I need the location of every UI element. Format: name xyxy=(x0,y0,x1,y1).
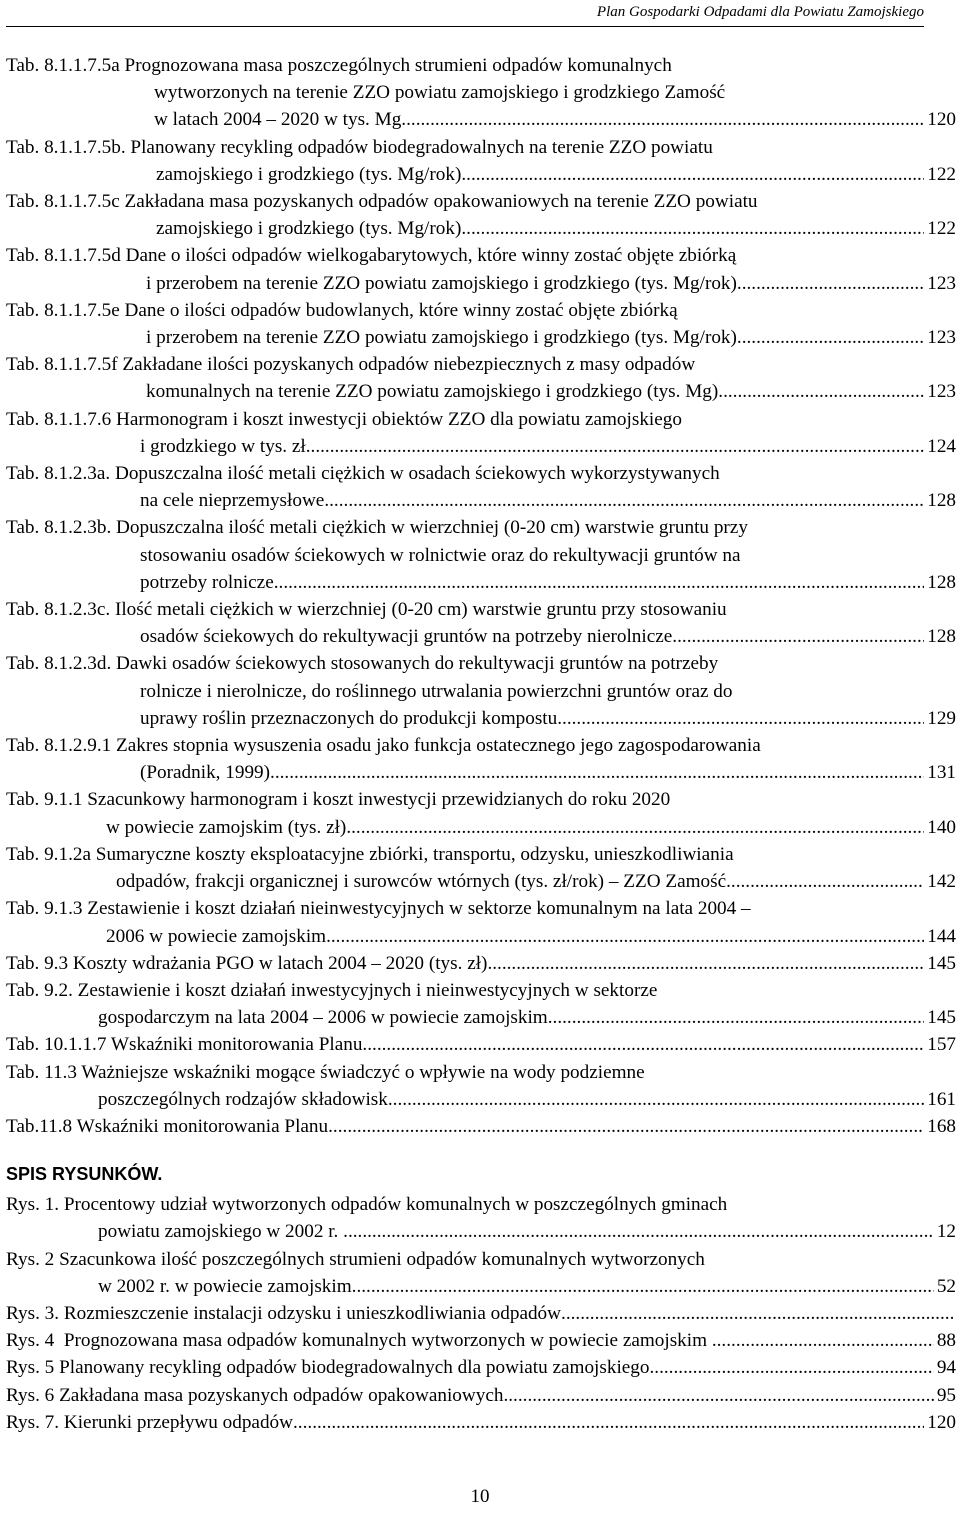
entry-text: zamojskiego i grodzkiego (tys. Mg/rok) xyxy=(156,163,462,185)
page-ref: 128 xyxy=(927,571,956,593)
toc-figure-entry[interactable] xyxy=(6,1246,956,1300)
page-ref: 128 xyxy=(927,626,956,648)
entry-text: i przerobem na terenie ZZO powiatu zamojskiego i grodzkiego (tys. Mg/rok) xyxy=(146,327,737,349)
entry-text: na cele nieprzemysłowe xyxy=(140,490,325,512)
entry-text: Tab. 8.1.1.7.6 Harmonogram i koszt inwestycji obiektów ZZO dla powiatu zamojskiego xyxy=(6,408,682,430)
dot-leader xyxy=(726,868,924,895)
page-ref: 120 xyxy=(927,1411,956,1433)
dot-leader xyxy=(561,1300,953,1327)
entry-text: Rys. 3. Rozmieszczenie instalacji odzysku i unieszkodliwiania odpadów xyxy=(6,1302,562,1324)
dot-leader xyxy=(328,1113,924,1140)
page-ref: 168 xyxy=(927,1115,956,1137)
toc-table-entry[interactable] xyxy=(6,732,956,786)
entry-text: Tab. 8.1.1.7.5a Prognozowana masa poszczególnych strumieni odpadów komunalnych xyxy=(6,55,672,76)
dot-leader xyxy=(274,569,925,596)
page-ref: 128 xyxy=(927,490,956,512)
page-ref: 144 xyxy=(927,925,956,947)
toc-table-entry[interactable] xyxy=(6,895,956,949)
dot-leader xyxy=(712,1327,934,1354)
entry-text: Tab. 8.1.2.3a. Dopuszczalna ilość metali ciężkich w osadach ściekowych wykorzystywanych xyxy=(6,463,720,485)
dot-leader xyxy=(326,923,924,950)
entry-text: Rys. 7. Kierunki przepływu odpadów xyxy=(6,1411,293,1433)
dot-leader xyxy=(548,1004,924,1031)
toc-table-entry[interactable] xyxy=(6,406,956,460)
dot-leader xyxy=(346,814,924,841)
entry-text: Rys. 4 Prognozowana masa odpadów komunalnych wytworzonych w powiecie zamojskim xyxy=(6,1330,712,1352)
entry-text: Rys. 1. Procentowy udział wytworzonych odpadów komunalnych w poszczególnych gminach xyxy=(6,1194,728,1216)
page-ref: 123 xyxy=(927,327,956,349)
page-ref: 129 xyxy=(927,707,956,729)
dot-leader xyxy=(343,1218,934,1245)
toc-table-entry[interactable] xyxy=(6,1059,956,1113)
toc-figure-entry[interactable] xyxy=(6,1409,956,1436)
entry-text: zamojskiego i grodzkiego (tys. Mg/rok) xyxy=(156,218,462,240)
entry-text: stosowaniu osadów ściekowych w rolnictwie oraz do rekultywacji gruntów na xyxy=(140,544,741,566)
toc-table-entry[interactable] xyxy=(6,514,956,596)
entry-text: wytworzonych na terenie ZZO powiatu zamojskiego i grodzkiego Zamość xyxy=(154,82,726,104)
entry-text: Tab. 8.1.2.3b. Dopuszczalna ilość metali ciężkich w wierzchniej (0-20 cm) warstwie gruntu przy xyxy=(6,517,748,539)
toc-figure-entry[interactable] xyxy=(6,1191,956,1245)
entry-text: w powiecie zamojskim (tys. zł) xyxy=(106,816,347,838)
entry-text: Tab. 9.1.2a Sumaryczne koszty eksploatacyjne zbiórki, transportu, odzysku, unieszkodliwiania xyxy=(6,843,734,865)
page-ref: 12 xyxy=(936,1221,956,1243)
entry-text: Tab. 9.2. Zestawienie i koszt działań inwestycyjnych i nieinwestycyjnych w sektorze xyxy=(6,979,658,1001)
entry-text: Rys. 6 Zakładana masa pozyskanych odpadów opakowaniowych xyxy=(6,1384,504,1406)
entry-text: (Poradnik, 1999) xyxy=(140,762,271,784)
dot-leader xyxy=(324,487,924,514)
toc-table-entry[interactable] xyxy=(6,52,956,134)
toc-figure-entry[interactable] xyxy=(6,1382,956,1409)
entry-text: gospodarczym na lata 2004 – 2006 w powiecie zamojskim xyxy=(98,1007,548,1029)
entry-text: Rys. 5 Planowany recykling odpadów biodegradowalnych dla powiatu zamojskiego xyxy=(6,1357,650,1379)
entry-text: Tab. 8.1.1.7.5d Dane o ilości odpadów wielkogabarytowych, które winny zostać objęte zbiórką xyxy=(6,245,737,267)
page-ref: 140 xyxy=(927,816,956,838)
entry-text: w 2002 r. w powiecie zamojskim xyxy=(98,1275,352,1297)
dot-leader xyxy=(306,433,924,460)
dot-leader xyxy=(503,1382,933,1409)
entry-text: i przerobem na terenie ZZO powiatu zamojskiego i grodzkiego (tys. Mg/rok) xyxy=(146,272,737,294)
page-ref: 161 xyxy=(927,1088,956,1110)
toc-table-entry[interactable] xyxy=(6,977,956,1031)
entry-text: Tab.11.8 Wskaźniki monitorowania Planu xyxy=(6,1115,329,1137)
dot-leader xyxy=(352,1273,934,1300)
entry-text: Tab. 9.3 Koszty wdrażania PGO w latach 2004 – 2020 (tys. zł) xyxy=(6,952,488,974)
toc-table-entry[interactable] xyxy=(6,950,956,977)
page-ref: 123 xyxy=(927,272,956,294)
figures-section-title: SPIS RYSUNKÓW. xyxy=(6,1164,163,1185)
page-ref: 123 xyxy=(927,381,956,403)
dot-leader xyxy=(270,759,924,786)
page-ref: 124 xyxy=(927,435,956,457)
dot-leader xyxy=(293,1409,924,1436)
entry-text: Rys. 2 Szacunkowa ilość poszczególnych strumieni odpadów komunalnych wytworzonych xyxy=(6,1248,705,1270)
entry-text: potrzeby rolnicze xyxy=(140,571,274,593)
entry-text: Tab. 11.3 Ważniejsze wskaźniki mogące świadczyć o wpływie na wody podziemne xyxy=(6,1061,645,1083)
page-ref: 157 xyxy=(927,1034,956,1056)
entry-text: uprawy roślin przeznaczonych do produkcji kompostu xyxy=(140,707,558,729)
toc-table-entry[interactable] xyxy=(6,188,956,242)
entry-text: Tab. 10.1.1.7 Wskaźniki monitorowania Planu xyxy=(6,1034,363,1056)
dot-leader xyxy=(401,106,924,133)
list-of-figures xyxy=(6,1191,956,1436)
entry-text: w latach 2004 – 2020 w tys. Mg xyxy=(154,109,402,131)
toc-table-entry[interactable] xyxy=(6,596,956,650)
header-rule xyxy=(6,26,924,27)
entry-text: 2006 w powiecie zamojskim xyxy=(106,925,327,947)
entry-text: powiatu zamojskiego w 2002 r. xyxy=(98,1221,344,1243)
dot-leader xyxy=(737,270,924,297)
page-ref: 145 xyxy=(927,952,956,974)
dot-leader xyxy=(388,1086,924,1113)
dot-leader xyxy=(461,215,924,242)
entry-text: Tab. 8.1.1.7.5b. Planowany recykling odpadów biodegradowalnych na terenie ZZO powiatu xyxy=(6,136,713,158)
entry-text: Tab. 9.1.3 Zestawienie i koszt działań nieinwestycyjnych w sektorze komunalnym na lata 2004 – xyxy=(6,898,751,920)
dot-leader xyxy=(649,1354,933,1381)
entry-text: poszczególnych rodzajów składowisk xyxy=(98,1088,388,1110)
toc-figure-entry[interactable] xyxy=(6,1300,956,1327)
table-of-contents xyxy=(6,52,956,1436)
toc-table-entry[interactable] xyxy=(6,1113,956,1140)
entry-text: Tab. 8.1.2.9.1 Zakres stopnia wysuszenia osadu jako funkcja ostatecznego jego zagospodarowania xyxy=(6,735,761,757)
page-ref: 145 xyxy=(927,1007,956,1029)
entry-text: Tab. 8.1.2.3d. Dawki osadów ściekowych stosowanych do rekultywacji gruntów na potrzeby xyxy=(6,653,719,675)
page-ref: 88 xyxy=(936,1330,956,1352)
entry-text: odpadów, frakcji organicznej i surowców wtórnych (tys. zł/rok) – ZZO Zamość xyxy=(116,871,727,893)
entry-text: rolnicze i nierolnicze, do roślinnego utrwalania powierzchni gruntów oraz do xyxy=(140,680,733,702)
dot-leader xyxy=(487,950,924,977)
entry-text: osadów ściekowych do rekultywacji gruntów na potrzeby nierolnicze xyxy=(140,626,673,648)
page-number: 10 xyxy=(470,1486,490,1507)
toc-table-entry[interactable] xyxy=(6,134,956,188)
page-ref: 142 xyxy=(927,871,956,893)
page-ref: 122 xyxy=(927,163,956,185)
toc-table-entry[interactable] xyxy=(6,242,956,296)
page-ref: 122 xyxy=(927,218,956,240)
entry-text: i grodzkiego w tys. zł xyxy=(140,435,306,457)
page-ref: 52 xyxy=(936,1275,956,1297)
dot-leader xyxy=(718,378,924,405)
dot-leader xyxy=(557,705,924,732)
entry-text: Tab. 8.1.1.7.5f Zakładane ilości pozyskanych odpadów niebezpiecznych z masy odpadów xyxy=(6,354,696,376)
list-of-tables xyxy=(6,52,956,1140)
page-ref: 94 xyxy=(936,1357,956,1379)
running-header: Plan Gospodarki Odpadami dla Powiatu Zamojskiego xyxy=(596,4,924,20)
page-ref: 131 xyxy=(927,762,956,784)
entry-text: Tab. 8.1.2.3c. Ilość metali ciężkich w wierzchniej (0-20 cm) warstwie gruntu przy stosowaniu xyxy=(6,599,727,621)
toc-table-entry[interactable] xyxy=(6,650,956,732)
page-ref: 95 xyxy=(936,1384,956,1406)
entry-text: komunalnych na terenie ZZO powiatu zamojskiego i grodzkiego (tys. Mg) xyxy=(146,381,719,403)
toc-table-entry[interactable] xyxy=(6,460,956,514)
entry-text: Tab. 8.1.1.7.5c Zakładana masa pozyskanych odpadów opakowaniowych na terenie ZZO powiatu xyxy=(6,191,758,213)
toc-table-entry[interactable] xyxy=(6,351,956,405)
page-ref: 120 xyxy=(927,109,956,131)
dot-leader xyxy=(362,1031,924,1058)
entry-text: Tab. 8.1.1.7.5e Dane o ilości odpadów budowlanych, które winny zostać objęte zbiórką xyxy=(6,299,678,321)
toc-table-entry[interactable] xyxy=(6,297,956,351)
dot-leader xyxy=(737,324,924,351)
dot-leader xyxy=(461,161,924,188)
toc-table-entry[interactable] xyxy=(6,841,956,895)
toc-figure-entry[interactable] xyxy=(6,1327,956,1354)
entry-text: Tab. 9.1.1 Szacunkowy harmonogram i koszt inwestycji przewidzianych do roku 2020 xyxy=(6,789,671,811)
dot-leader xyxy=(672,623,924,650)
toc-figure-entry[interactable] xyxy=(6,1354,956,1381)
toc-table-entry[interactable] xyxy=(6,786,956,840)
toc-table-entry[interactable] xyxy=(6,1031,956,1058)
